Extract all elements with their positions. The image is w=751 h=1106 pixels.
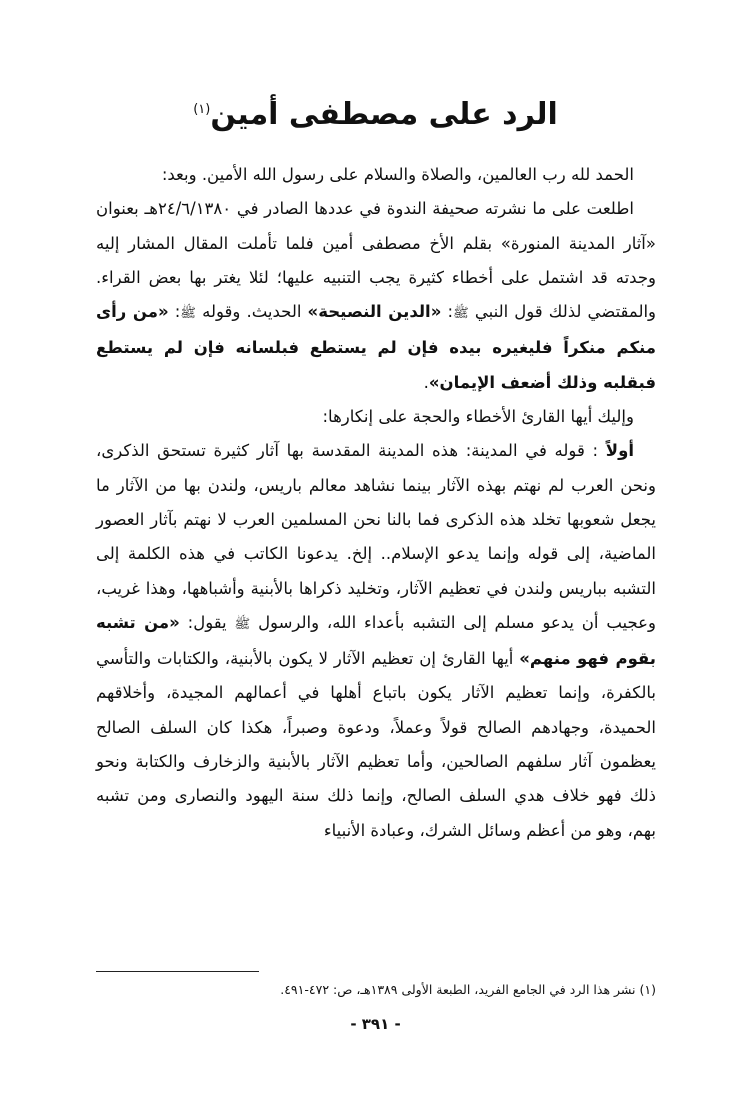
title-text: الرد على مصطفى أمين: [210, 97, 558, 132]
point-label: أولاً: [605, 441, 634, 461]
intro-text: اطلعت على ما نشرته صحيفة الندوة في عددها الصادر في ٢٤/٦/١٣٨٠هـ بعنوان «آثار المدينة المنورة» بقلم الأخ مصطفى أمين فلما تأملت المقال المشار إليه وجدته قد اشتمل على أخطاء كثيرة يجب التنبيه عليها؛ لئلا يغتر بها بعض القراء. والمقتضي لذلك قول النبي: [96, 199, 657, 322]
first-point-text-2: أيها القارئ إن تعظيم الآثار لا يكون بالأبنية، والكتابات والتأسي بالكفرة، وإنما تعظيم الآثار يكون باتباع أهلها في أعمالهم المجيدة، وأخلاقهم الحميدة، وجهادهم الصالح قولاً وعملاً، ودعوة وصبراً، هكذا كان السلف الصالح يعظمون آثار سلفهم الصالحين، وأما تعظيم الآثار بالأبنية والزخارف والكتابة ونحو ذلك فهو خلاف هدي السلف الصالح، وإنما ذلك سنة اليهود والنصارى ومن تشبه بهم، وهو من أعظم وسائل الشرك، وعبادة الأنبياء: [96, 649, 656, 840]
page-title: [60, 90, 691, 135]
intro-paragraph: اطلعت على ما نشرته صحيفة الندوة في عددها الصادر في ٢٤/٦/١٣٨٠هـ بعنوان «آثار المدينة المنورة» بقلم الأخ مصطفى أمين فلما تأملت المقال المشار إليه وجدته قد اشتمل على أخطاء كثيرة يجب التنبيه عليها؛ لئلا يغتر بها بعض القراء. والمقتضي لذلك قول النبي ﷺ: «الدين النصيحة» الحديث. وقوله ﷺ: «من رأى منكم منكراً فليغيره بيده فإن لم يستطع فبلسانه فإن لم يستطع فبقلبه وذلك أضعف الإيمان».: [96, 199, 657, 392]
salutation-glyph-2: ﷺ: [180, 306, 196, 322]
hadith-quote-3: «من تشبه بقوم فهو منهم»: [96, 612, 656, 669]
title-footnote-mark: (١): [193, 102, 211, 117]
footnote: (١) نشر هذا الرد في الجامع الفريد، الطبعة الأولى ١٣٨٩هـ، ص: ٤٧٢-٤٩١.: [280, 982, 656, 997]
transition-paragraph: وإليك أيها القارئ الأخطاء والحجة على إنكارها:: [322, 407, 634, 427]
first-point-text: : قوله في المدينة: هذه المدينة المقدسة بها آثار كثيرة تستحق الذكرى، ونحن العرب لم نهتم بهذه الآثار بينما نشاهد معالم باريس، ولندن بها من الآثار ما يجعل شعوبها تخلد هذه الذكرى فما بالنا نحن المسلمين العرب لا نهتم بآثار العصور الماضية، إلى قوله وإنما يدعو الإسلام.. إلخ. يدعونا الكاتب في هذه الكلمة إلى التشبه بباريس ولندن في تعظيم الآثار، وتخليد ذكراها بالأبنية وأشباهها، وهذا غريب، وعجيب أن يدعو مسلم إلى التشبه بأعداء الله، والرسول: [96, 441, 656, 632]
page-number: - ٣٩١ -: [350, 1015, 401, 1033]
first-point-paragraph: [96, 434, 656, 848]
salutation-glyph-1: ﷺ: [453, 306, 469, 322]
opening-paragraph: الحمد لله رب العالمين، والصلاة والسلام على رسول الله الأمين. وبعد:: [161, 165, 634, 184]
body-text: [96, 158, 656, 848]
salutation-glyph-3: ﷺ: [234, 616, 251, 632]
intro-text-2: الحديث. وقوله: [202, 302, 302, 322]
footnote-separator: [96, 971, 259, 972]
hadith-quote-1: «الدين النصيحة»: [307, 302, 442, 322]
hadith-quote-2: «من رأى منكم منكراً فليغيره بيده فإن لم يستطع فبلسانه فإن لم يستطع فبقلبه وذلك أضعف الإيمان»: [96, 302, 656, 392]
first-point-says: يقول:: [187, 612, 227, 632]
